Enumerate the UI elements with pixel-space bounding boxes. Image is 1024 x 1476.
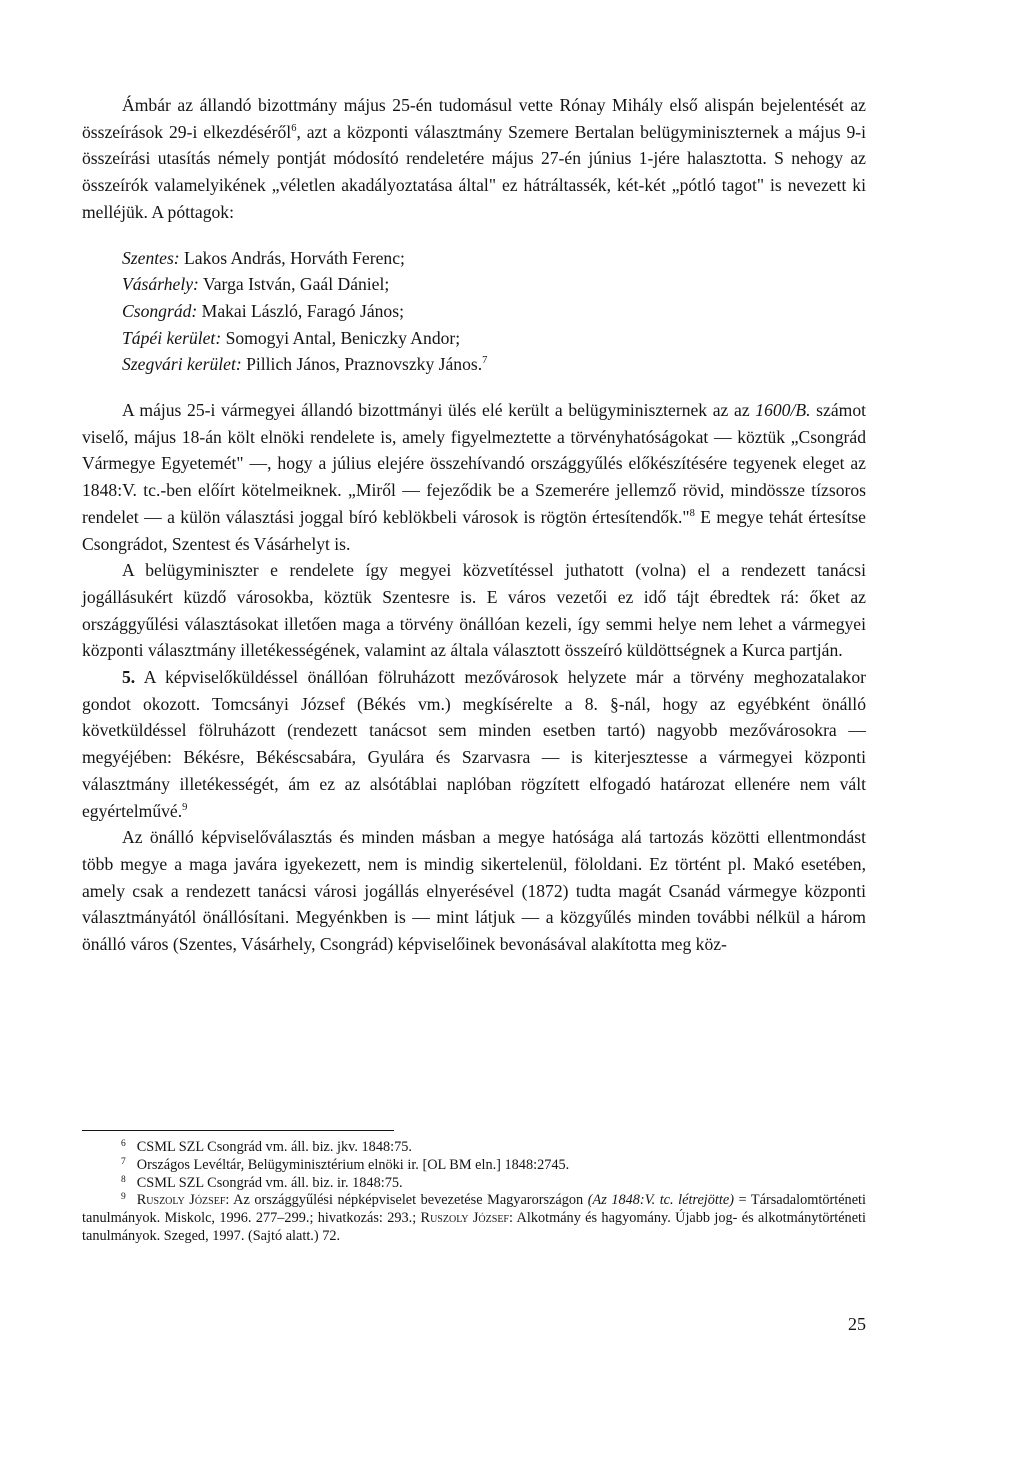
footnote xyxy=(82,1175,866,1193)
footnote-ref-8: 8 xyxy=(689,507,695,519)
list-item-place: Szegvári kerület: xyxy=(122,354,242,375)
list-item-names: Varga István, Gaál Dániel; xyxy=(198,274,390,295)
page-number: 25 xyxy=(848,1314,866,1334)
paragraph-4 xyxy=(82,664,866,824)
footnote-9 xyxy=(82,1192,866,1245)
paragraph-1-tail: , azt a központi választmány Szemere Bertalan belügyminiszternek a május 9-i összeírási utasítás némely pontját módosító rendeletére május 27-én június 1-jére halasztotta. S nehogy az összeírók valamelyikének „véletlen akadályoztatása által" ez hátráltassék, két-két „pótló tagot" is nevezett ki melléjük. A póttagok: xyxy=(82,121,866,222)
body-text xyxy=(82,92,866,958)
footnote-author: Ruszoly József xyxy=(136,1192,226,1209)
paragraph-1 xyxy=(82,92,866,226)
list-item xyxy=(122,325,866,352)
footnote-number: 6 xyxy=(121,1139,126,1149)
footnote-text: : Alkotmány és hagyomány. Újabb jog- és alkotmánytörténeti tanulmányok. Szeged, 1997. (Sajtó alatt.) 72. xyxy=(82,1210,866,1244)
list-item-place: Tápéi kerület: xyxy=(122,327,222,348)
list-item xyxy=(122,271,866,298)
paragraph-2-text-cont: számot viselő, május 18-án költ elnöki rendelete is, amely figyelmeztette a törvényhatóságokat — köztük „Csongrád Vármegye Egyetemét" —, hogy a július elejére összehívandó országgyűlés előkészítésére tegyenek eleget az 1848:V. tc.-ben előírt kötelmeiknek. „Miről — fejeződik be a Szemerére jellemző rövid, mindössze tízsoros rendelet — a külön választási joggal bíró keblökbeli városok is rögtön értesítendők." xyxy=(82,400,866,527)
section-number: 5. xyxy=(122,667,136,688)
decree-number: 1600/B. xyxy=(755,400,811,421)
list-item-names: Makai László, Faragó János; xyxy=(197,300,404,321)
paragraph-2 xyxy=(82,397,866,557)
list-item-names: Pillich János, Praznovszky János. xyxy=(241,354,483,375)
list-item-names: Somogyi Antal, Beniczky Andor; xyxy=(221,327,461,348)
footnote-ref-7: 7 xyxy=(482,355,488,367)
footnote-text: CSML SZL Csongrád vm. áll. biz. ir. 1848:75. xyxy=(136,1174,403,1191)
footnote-text: : Az országgyűlési népképviselet bevezetése Magyarországon xyxy=(225,1192,588,1209)
paragraph-1-text: Ámbár az állandó bizottmány május 25-én tudomásul vette Rónay Mihály első alispán bejelentését az összeírások 29-i elkezdéséről xyxy=(82,95,866,142)
list-item xyxy=(122,298,866,325)
list-item-place: Csongrád: xyxy=(122,300,198,321)
footnote xyxy=(82,1157,866,1175)
paragraph-4-text: A képviselőküldéssel önállóan fölruházott mezővárosok helyzete már a törvény meghozatalakor gondot okozott. Tomcsányi József (Békés vm.) megkísérelte a 8. §-nál, hogy az egyébként önálló követküldéssel fölruházott (rendezett tanácsot sem minden esetben tartó) nagyobb mezővárosokra — megyéjében: Békésre, Békéscsabára, Gyulára és Szarvasra — is kiterjesztesse a vármegyei központi választmány illetékességét, ám ez az alsótáblai naplóban rögzített elfogadó határozat ellenére nem vált egyértelművé. xyxy=(82,667,866,821)
footnote-text: Országos Levéltár, Belügyminisztérium elnöki ir. [OL BM eln.] 1848:2745. xyxy=(136,1156,570,1173)
footnote-number: 9 xyxy=(121,1192,126,1203)
footnote-divider xyxy=(82,1130,394,1131)
footnote-number: 8 xyxy=(121,1174,126,1185)
paragraph-2-text: A május 25-i vármegyei állandó bizottmányi ülés elé került a belügyminiszternek az az xyxy=(122,400,756,421)
footnote-ref-9: 9 xyxy=(182,801,188,813)
list-item xyxy=(122,351,866,378)
footnote-ref-6: 6 xyxy=(291,122,297,134)
list-item-names: Lakos András, Horváth Ferenc; xyxy=(179,247,405,268)
footnote-title: (Az 1848:V. tc. létrejötte) xyxy=(587,1192,734,1209)
footnote xyxy=(82,1139,866,1157)
footnotes xyxy=(82,1139,866,1246)
paragraph-3: A belügyminiszter e rendelete így megyei közvetítéssel juthatott (volna) el a rendezett tanácsi jogállásukért küzdő városokba, köztük Szentesre is. E város vezetői ez idő tájt ébredtek rá: őket az országgyűlési választásokat illetően maga a törvény önállóan kezeli, így semmi helye nem lehet a vármegyei központi választmány illetékességének, valamint az általa választott összeíró küldöttségnek a Kurca partján. xyxy=(82,560,866,661)
footnote-number: 7 xyxy=(121,1156,126,1167)
footnote-text: = Társadalomtörténeti tanulmányok. Miskolc, 1996. 277–299.; hivatkozás: 293.; xyxy=(82,1192,866,1227)
list-item-place: Szentes: xyxy=(122,247,180,268)
footnote-author: Ruszoly József xyxy=(420,1210,509,1227)
paragraph-5: Az önálló képviselőválasztás és minden másban a megye hatósága alá tartozás közötti ellentmondást több megye a maga javára igyekezett, nem is mindig sikertelenül, föloldani. Ez történt pl. Makó esetében, amely csak a rendezett tanácsi városi jogállás elnyerésével (1872) tudta magát Csanád vármegye központi választmányától önállósítani. Megyénkben is — mint látjuk — a közgyűlés minden további nélkül a három önálló város (Szentes, Vásárhely, Csongrád) képviselőinek bevonásával alakította meg köz- xyxy=(82,827,866,955)
paragraph-2-tail: E megye tehát értesítse Csongrádot, Szentest és Vásárhelyt is. xyxy=(82,506,866,554)
substitutes-list xyxy=(122,245,866,379)
footnote-text: CSML SZL Csongrád vm. áll. biz. jkv. 1848:75. xyxy=(136,1139,412,1155)
list-item xyxy=(122,245,866,272)
list-item-place: Vásárhely: xyxy=(122,274,199,295)
